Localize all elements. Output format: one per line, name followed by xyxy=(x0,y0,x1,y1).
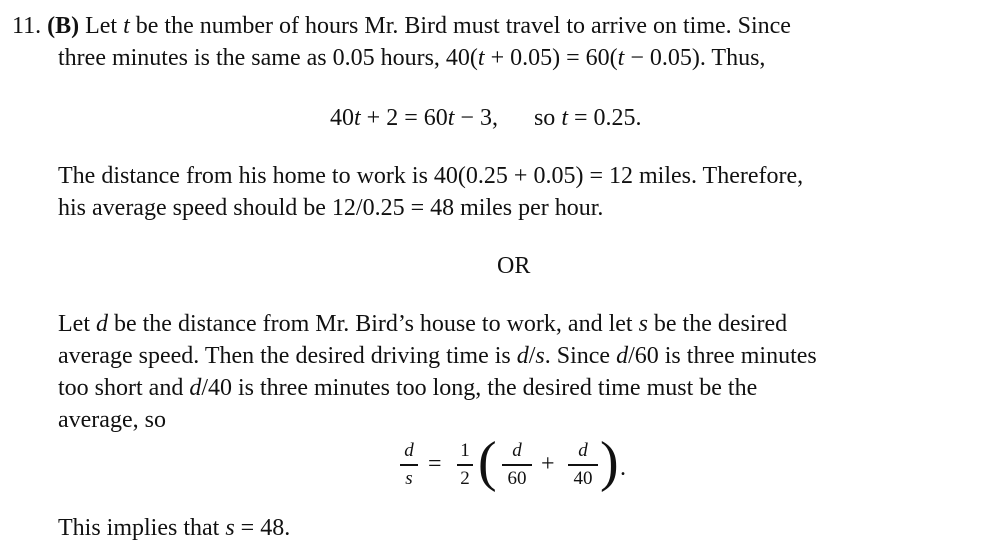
alt-line-3: too short and d/40 is three minutes too long, the desired time must be the xyxy=(58,375,758,401)
fraction-d-over-s: d s xyxy=(400,440,418,490)
distance-line-1: The distance from his home to work is 40(0.25 + 0.05) = 12 miles. Therefore, xyxy=(58,163,804,189)
plus-sign: + xyxy=(541,451,555,477)
variable-t: t xyxy=(123,13,130,39)
conclusion-line: This implies that s = 48. xyxy=(58,515,291,541)
fraction-d-over-60: d 60 xyxy=(502,440,532,490)
equation-1: 40t + 2 = 60t − 3, so t = 0.25. xyxy=(330,105,642,131)
problem-line-1: 11. (B) Let t be the number of hours Mr. Bird must travel to arrive on time. Since xyxy=(12,13,791,39)
distance-line-2: his average speed should be 12/0.25 = 48 miles per hour. xyxy=(58,195,604,221)
fraction-d-over-40: d 40 xyxy=(568,440,598,490)
problem-line-2: three minutes is the same as 0.05 hours, 40(t + 0.05) = 60(t − 0.05). Thus, xyxy=(58,45,766,71)
alt-line-2: average speed. Then the desired driving time is d/s. Since d/60 is three minutes xyxy=(58,343,817,369)
problem-number: 11. xyxy=(12,13,42,39)
equals-sign: = xyxy=(428,451,442,477)
fraction-one-half: 1 2 xyxy=(457,440,473,490)
equation-period: . xyxy=(620,455,626,481)
left-paren: ( xyxy=(478,431,497,493)
alt-line-4: average, so xyxy=(58,407,166,433)
answer-label: (B) xyxy=(47,13,80,39)
alt-line-1: Let d be the distance from Mr. Bird’s house to work, and let s be the desired xyxy=(58,311,788,337)
right-paren: ) xyxy=(600,431,619,493)
or-separator: OR xyxy=(497,253,531,279)
